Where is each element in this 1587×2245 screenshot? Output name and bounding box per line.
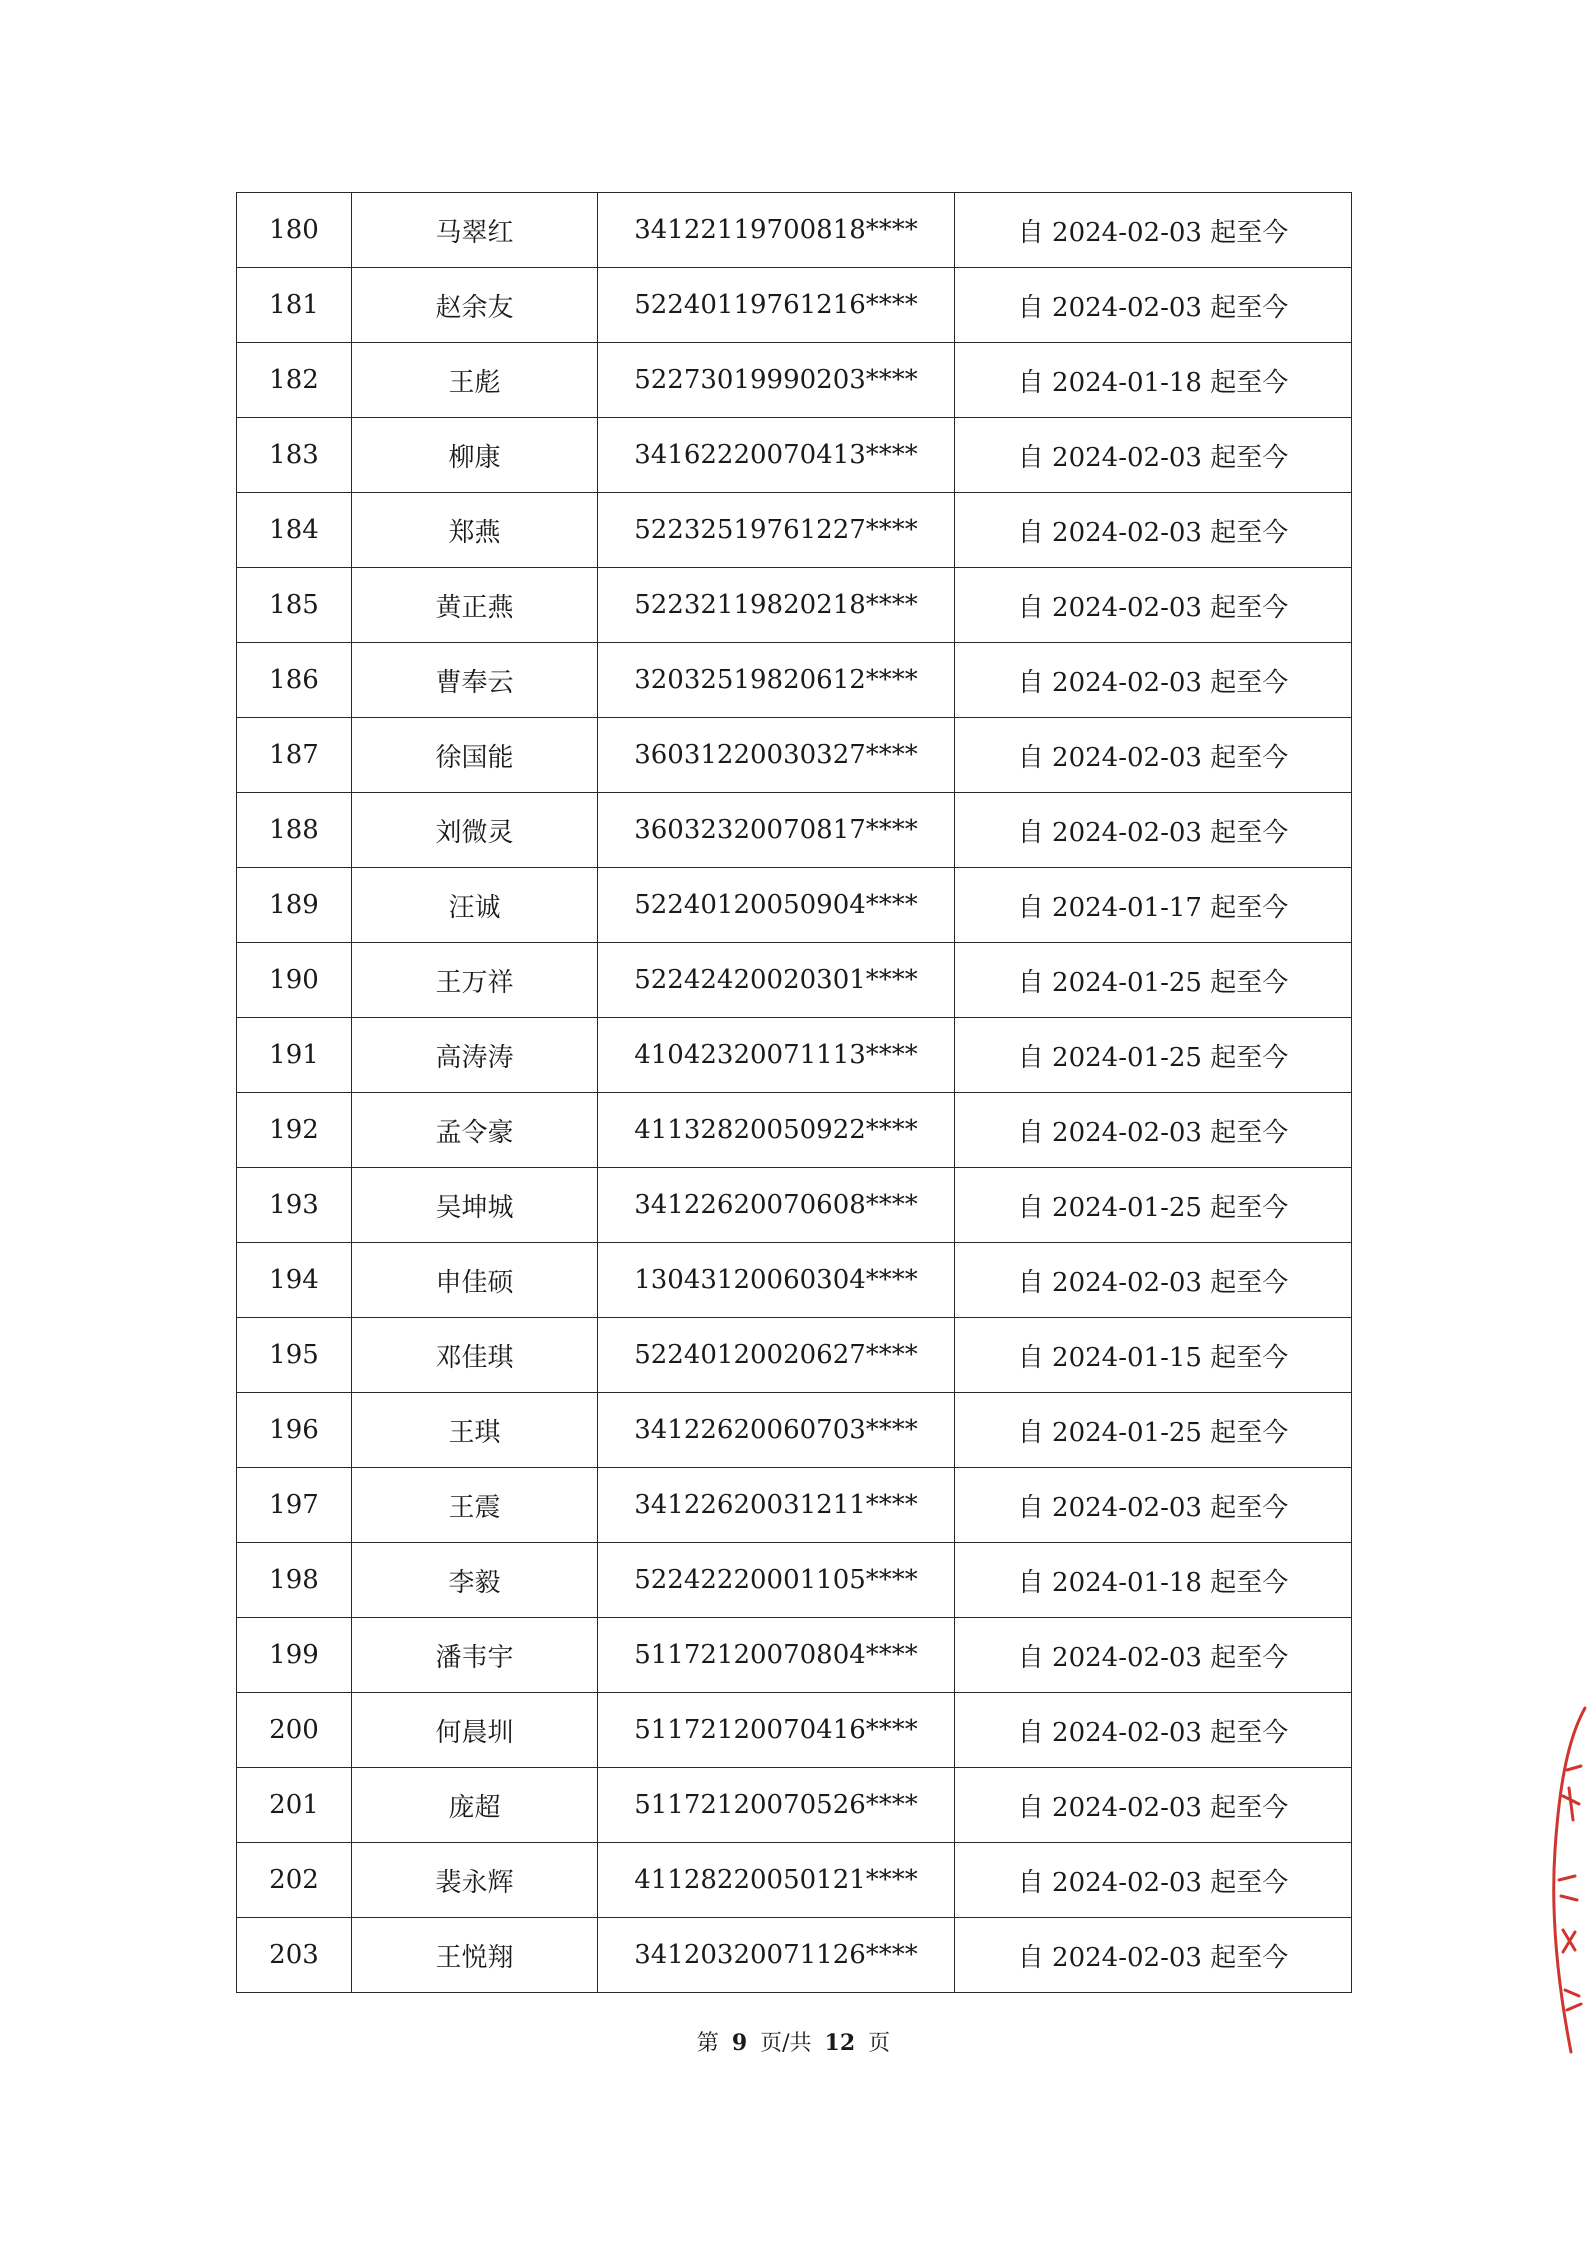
roster-table-body	[237, 193, 1352, 1993]
id-number-cell: 34122620031211****	[598, 1468, 955, 1543]
name-cell: 汪诚	[352, 868, 598, 943]
table-row	[237, 718, 1352, 793]
row-number-cell: 201	[237, 1768, 352, 1843]
row-number-cell: 182	[237, 343, 352, 418]
row-number-cell: 200	[237, 1693, 352, 1768]
table-row	[237, 1468, 1352, 1543]
period-cell: 自 2024-01-18 起至今	[955, 1543, 1352, 1618]
row-number-cell: 196	[237, 1393, 352, 1468]
id-number-cell: 36032320070817****	[598, 793, 955, 868]
table-row	[237, 1543, 1352, 1618]
footer-middle: 页/共	[760, 2031, 812, 2056]
id-number-cell: 52242420020301****	[598, 943, 955, 1018]
name-cell: 刘微灵	[352, 793, 598, 868]
id-number-cell: 51172120070804****	[598, 1618, 955, 1693]
row-number-cell: 193	[237, 1168, 352, 1243]
row-number-cell: 203	[237, 1918, 352, 1993]
row-number-cell: 181	[237, 268, 352, 343]
period-cell: 自 2024-02-03 起至今	[955, 568, 1352, 643]
period-cell: 自 2024-02-03 起至今	[955, 1768, 1352, 1843]
period-cell: 自 2024-02-03 起至今	[955, 793, 1352, 868]
period-cell: 自 2024-01-25 起至今	[955, 1018, 1352, 1093]
period-cell: 自 2024-02-03 起至今	[955, 1093, 1352, 1168]
row-number-cell: 199	[237, 1618, 352, 1693]
name-cell: 吴坤城	[352, 1168, 598, 1243]
id-number-cell: 51172120070416****	[598, 1693, 955, 1768]
id-number-cell: 34120320071126****	[598, 1918, 955, 1993]
id-number-cell: 52240120020627****	[598, 1318, 955, 1393]
name-cell: 柳康	[352, 418, 598, 493]
table-row	[237, 418, 1352, 493]
row-number-cell: 194	[237, 1243, 352, 1318]
table-row	[237, 1018, 1352, 1093]
period-cell: 自 2024-01-25 起至今	[955, 1393, 1352, 1468]
period-cell: 自 2024-01-18 起至今	[955, 343, 1352, 418]
name-cell: 王琪	[352, 1393, 598, 1468]
period-cell: 自 2024-02-03 起至今	[955, 493, 1352, 568]
id-number-cell: 52232519761227****	[598, 493, 955, 568]
row-number-cell: 180	[237, 193, 352, 268]
id-number-cell: 52232119820218****	[598, 568, 955, 643]
id-number-cell: 34162220070413****	[598, 418, 955, 493]
current-page-number: 9	[731, 2030, 748, 2056]
row-number-cell: 188	[237, 793, 352, 868]
row-number-cell: 189	[237, 868, 352, 943]
table-row	[237, 1243, 1352, 1318]
row-number-cell: 197	[237, 1468, 352, 1543]
period-cell: 自 2024-02-03 起至今	[955, 1693, 1352, 1768]
name-cell: 王万祥	[352, 943, 598, 1018]
name-cell: 曹奉云	[352, 643, 598, 718]
footer-prefix: 第	[696, 2031, 719, 2056]
table-row	[237, 643, 1352, 718]
table-row	[237, 793, 1352, 868]
name-cell: 王悦翔	[352, 1918, 598, 1993]
page-footer	[0, 2026, 1587, 2057]
id-number-cell: 34122620060703****	[598, 1393, 955, 1468]
row-number-cell: 190	[237, 943, 352, 1018]
id-number-cell: 34122119700818****	[598, 193, 955, 268]
id-number-cell: 52240119761216****	[598, 268, 955, 343]
row-number-cell: 192	[237, 1093, 352, 1168]
footer-suffix: 页	[868, 2031, 891, 2056]
table-row	[237, 1318, 1352, 1393]
name-cell: 申佳硕	[352, 1243, 598, 1318]
table-row	[237, 343, 1352, 418]
row-number-cell: 186	[237, 643, 352, 718]
name-cell: 王震	[352, 1468, 598, 1543]
row-number-cell: 183	[237, 418, 352, 493]
row-number-cell: 202	[237, 1843, 352, 1918]
name-cell: 王彪	[352, 343, 598, 418]
name-cell: 徐国能	[352, 718, 598, 793]
roster-table	[236, 192, 1352, 1993]
table-row	[237, 1693, 1352, 1768]
table-row	[237, 193, 1352, 268]
period-cell: 自 2024-01-15 起至今	[955, 1318, 1352, 1393]
table-row	[237, 493, 1352, 568]
table-row	[237, 1093, 1352, 1168]
table-row	[237, 568, 1352, 643]
name-cell: 裴永辉	[352, 1843, 598, 1918]
name-cell: 郑燕	[352, 493, 598, 568]
table-row	[237, 868, 1352, 943]
name-cell: 孟令豪	[352, 1093, 598, 1168]
table-row	[237, 1618, 1352, 1693]
period-cell: 自 2024-02-03 起至今	[955, 643, 1352, 718]
table-row	[237, 268, 1352, 343]
name-cell: 黄正燕	[352, 568, 598, 643]
table-row	[237, 1843, 1352, 1918]
id-number-cell: 41132820050922****	[598, 1093, 955, 1168]
table-row	[237, 1168, 1352, 1243]
id-number-cell: 52242220001105****	[598, 1543, 955, 1618]
period-cell: 自 2024-01-25 起至今	[955, 1168, 1352, 1243]
row-number-cell: 187	[237, 718, 352, 793]
period-cell: 自 2024-02-03 起至今	[955, 268, 1352, 343]
id-number-cell: 36031220030327****	[598, 718, 955, 793]
row-number-cell: 184	[237, 493, 352, 568]
id-number-cell: 52273019990203****	[598, 343, 955, 418]
name-cell: 邓佳琪	[352, 1318, 598, 1393]
id-number-cell: 52240120050904****	[598, 868, 955, 943]
name-cell: 何晨圳	[352, 1693, 598, 1768]
name-cell: 潘韦宇	[352, 1618, 598, 1693]
row-number-cell: 191	[237, 1018, 352, 1093]
id-number-cell: 34122620070608****	[598, 1168, 955, 1243]
period-cell: 自 2024-01-25 起至今	[955, 943, 1352, 1018]
id-number-cell: 41042320071113****	[598, 1018, 955, 1093]
period-cell: 自 2024-02-03 起至今	[955, 418, 1352, 493]
total-page-number: 12	[824, 2030, 856, 2056]
name-cell: 赵余友	[352, 268, 598, 343]
id-number-cell: 51172120070526****	[598, 1768, 955, 1843]
name-cell: 庞超	[352, 1768, 598, 1843]
name-cell: 高涛涛	[352, 1018, 598, 1093]
period-cell: 自 2024-02-03 起至今	[955, 1618, 1352, 1693]
row-number-cell: 185	[237, 568, 352, 643]
period-cell: 自 2024-02-03 起至今	[955, 1243, 1352, 1318]
name-cell: 李毅	[352, 1543, 598, 1618]
period-cell: 自 2024-02-03 起至今	[955, 193, 1352, 268]
period-cell: 自 2024-02-03 起至今	[955, 1843, 1352, 1918]
period-cell: 自 2024-02-03 起至今	[955, 1918, 1352, 1993]
id-number-cell: 32032519820612****	[598, 643, 955, 718]
row-number-cell: 195	[237, 1318, 352, 1393]
name-cell: 马翠红	[352, 193, 598, 268]
id-number-cell: 41128220050121****	[598, 1843, 955, 1918]
table-row	[237, 943, 1352, 1018]
id-number-cell: 13043120060304****	[598, 1243, 955, 1318]
period-cell: 自 2024-01-17 起至今	[955, 868, 1352, 943]
row-number-cell: 198	[237, 1543, 352, 1618]
period-cell: 自 2024-02-03 起至今	[955, 1468, 1352, 1543]
partial-seal-stamp	[1545, 1700, 1587, 2060]
table-row	[237, 1768, 1352, 1843]
period-cell: 自 2024-02-03 起至今	[955, 718, 1352, 793]
table-row	[237, 1918, 1352, 1993]
table-row	[237, 1393, 1352, 1468]
